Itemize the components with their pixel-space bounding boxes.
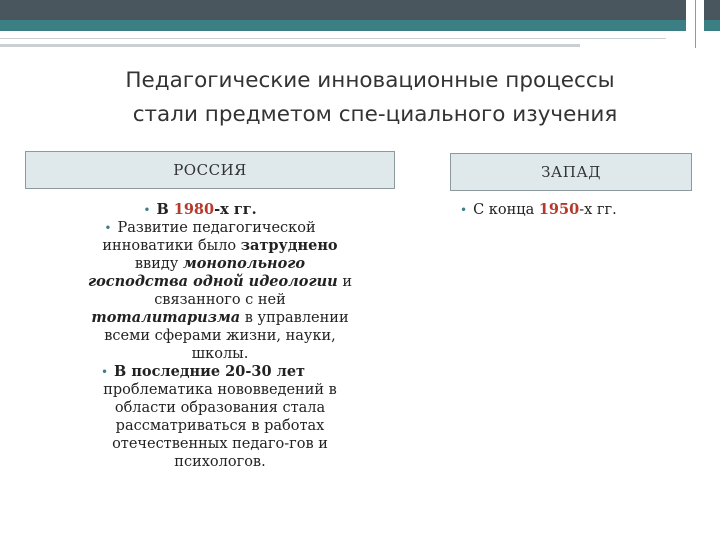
- divider-line: [0, 38, 666, 39]
- top-bar-dark-right: [704, 0, 720, 20]
- bullet-icon: •: [460, 203, 468, 217]
- header-west-label: ЗАПАД: [541, 163, 601, 181]
- west-content: [460, 201, 690, 219]
- top-bar-teal: [0, 20, 686, 31]
- divider-vertical: [695, 0, 696, 48]
- west-bullet-1: • С конца 1950-х гг.: [460, 201, 617, 218]
- header-russia: [25, 151, 395, 189]
- russia-content: [50, 201, 390, 471]
- title-line-2: стали предметом спе-циального изучения: [132, 102, 618, 127]
- russia-bullet-2: • Развитие педагогической инноватики было затруднено ввиду монопольного господства одной идеологии и связанного с ней тоталитаризма в управлении всеми сферами жизни, науки, школы.: [87, 220, 352, 362]
- title-line-1: Педагогические инновационные процессы: [125, 68, 615, 93]
- header-russia-label: РОССИЯ: [173, 161, 247, 179]
- russia-bullet-1: • В 1980-х гг.: [143, 201, 257, 218]
- top-bar-teal-right: [704, 20, 720, 31]
- slide-title: [60, 64, 680, 132]
- bullet-icon: •: [104, 221, 112, 235]
- header-west: [450, 153, 692, 191]
- bullet-icon: •: [143, 203, 151, 217]
- divider-line-thick: [0, 44, 580, 47]
- top-bar-dark: [0, 0, 686, 20]
- bullet-icon: •: [100, 365, 109, 379]
- russia-bullet-3: • В последние 20-30 лет проблематика нововведений в области образования стала рассматриваться в работах отечественных педаго-гов и психологов.: [100, 363, 337, 470]
